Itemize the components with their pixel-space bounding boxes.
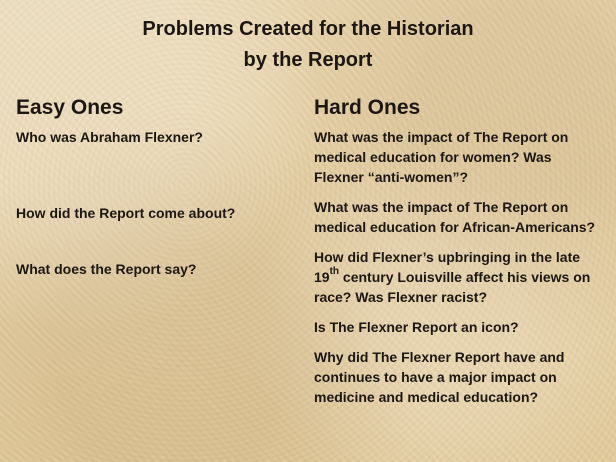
hard-ones-heading: Hard Ones <box>314 96 421 119</box>
easy-ones-heading: Easy Ones <box>16 96 124 119</box>
hard-question-3-superscript: th <box>329 266 340 278</box>
slide-title-line-2: by the Report <box>243 49 373 71</box>
easy-question-1: Who was Abraham Flexner? <box>16 129 203 145</box>
hard-question-3 <box>314 247 599 307</box>
hard-question-1: What was the impact of The Report on medical education for women? Was Flexner “anti-women”? <box>314 129 569 185</box>
easy-question-3: What does the Report say? <box>16 261 197 277</box>
hard-question-2: What was the impact of The Report on medical education for African-Americans? <box>314 199 596 235</box>
slide-title-line-1: Problems Created for the Historian <box>142 18 474 40</box>
easy-ones-column <box>16 95 286 279</box>
hard-question-3-text-after: century Louisville affect his views on race? Was Flexner racist? <box>314 269 591 305</box>
hard-question-3-text-before: How did Flexner’s upbringing in the late 19 <box>314 249 581 285</box>
hard-ones-column <box>314 95 599 407</box>
easy-question-2: How did the Report come about? <box>16 205 236 221</box>
slide-title <box>0 14 616 76</box>
hard-question-5: Why did The Flexner Report have and continues to have a major impact on medicine and medical education? <box>314 349 565 405</box>
hard-question-4: Is The Flexner Report an icon? <box>314 319 519 335</box>
